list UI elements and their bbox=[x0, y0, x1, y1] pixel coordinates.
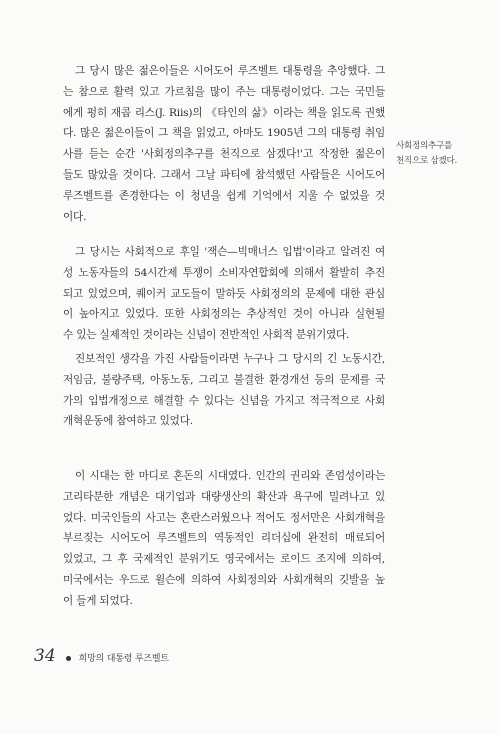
text-line: 그 당시 많은 젊은이들은 시어도어 루즈벨트 대통령을 추앙했다. 그 bbox=[75, 65, 385, 77]
text-line: 루즈벨트를 존경한다는 이 청년을 쉽게 기억에서 지울 수 없었을 것 bbox=[63, 189, 385, 202]
paragraph-2 bbox=[63, 242, 385, 346]
text-line: 다. 많은 젊은이들이 그 책을 읽었고, 아마도 1905년 그의 대통령 취임 bbox=[63, 127, 385, 140]
paragraph-3 bbox=[63, 349, 385, 432]
text-line: 있었고, 그 후 국제적인 분위기도 영국에서는 로이드 조지에 의하여, bbox=[63, 553, 385, 566]
text-line: 에게 펑히 재콥 리스(J. Riis)의 《타인의 삶》이라는 책을 읽도록 권했 bbox=[63, 106, 385, 119]
margin-note-line: 천직으로 삼겠다. bbox=[396, 156, 457, 166]
page-footer bbox=[34, 646, 169, 670]
text-line: 미국에서는 우드로 윌슨에 의하여 사회정의와 사회개혁의 깃발을 높 bbox=[63, 573, 385, 586]
text-line: 고리타분한 개념은 대기업과 대량생산의 확산과 욕구에 밀려나고 있 bbox=[63, 490, 385, 503]
text-line: 들도 많았을 것이다. 그래서 그날 파티에 참석했던 사람들은 시어도어 bbox=[63, 168, 385, 181]
bullet-icon bbox=[66, 656, 71, 661]
text-line: 저임금, 불량주택, 아동노동, 그리고 불결한 환경개선 등의 문제를 국 bbox=[63, 373, 385, 386]
text-line: 진보적인 생각을 가진 사람들이라면 누구나 그 당시의 긴 노동시간, bbox=[75, 353, 385, 365]
paragraph-4 bbox=[63, 466, 385, 612]
text-line: 되고 있었으며, 퀘이커 교도들이 말하듯 사회정의의 문제에 대한 관심 bbox=[63, 287, 385, 300]
text-line: 가의 입법개정으로 해결할 수 있다는 신념을 가지고 적극적으로 사회 bbox=[63, 394, 385, 407]
text-line: 그 당시는 사회적으로 후일 '잭슨—빅매너스 입법'이라고 알려진 여 bbox=[75, 246, 385, 258]
text-line: 개혁운동에 참여하고 있었다. bbox=[63, 415, 193, 428]
text-line: 성 노동자들의 54시간제 투쟁이 소비자연합회에 의해서 활발히 추진 bbox=[63, 266, 385, 279]
text-line: 사를 듣는 순간 '사회정의추구를 천직으로 삼겠다!'고 작정한 젊은이 bbox=[63, 148, 385, 161]
running-title: 희망의 대통령 루즈벨트 bbox=[78, 654, 169, 664]
margin-note bbox=[396, 139, 476, 169]
page-number: 34 bbox=[34, 646, 56, 666]
margin-note-line: 사회정의추구를 bbox=[396, 141, 453, 151]
text-line: 이 높아지고 있었다. 또한 사회정의는 추상적인 것이 아니라 실현될 bbox=[63, 308, 385, 321]
text-line: 부르짖는 시어도어 루즈벨트의 역동적인 리더십에 완전히 매료되어 bbox=[63, 532, 385, 545]
text-line: 이 들게 되었다. bbox=[63, 594, 133, 607]
text-line: 수 있는 실제적인 것이라는 신념이 전반적인 사회적 분위기였다. bbox=[63, 329, 350, 342]
paragraph-1 bbox=[63, 61, 385, 227]
text-line: 었다. 미국인들의 사고는 혼란스러웠으나 적어도 정서만은 사회개혁을 bbox=[63, 511, 385, 524]
text-line: 이다. bbox=[63, 210, 87, 223]
text-line: 이 시대는 한 마디로 혼돈의 시대였다. 인간의 권리와 존엄성이라는 bbox=[75, 470, 385, 482]
text-line: 는 참으로 활력 있고 가르침을 많이 주는 대통령이었다. 그는 국민들 bbox=[63, 85, 385, 98]
